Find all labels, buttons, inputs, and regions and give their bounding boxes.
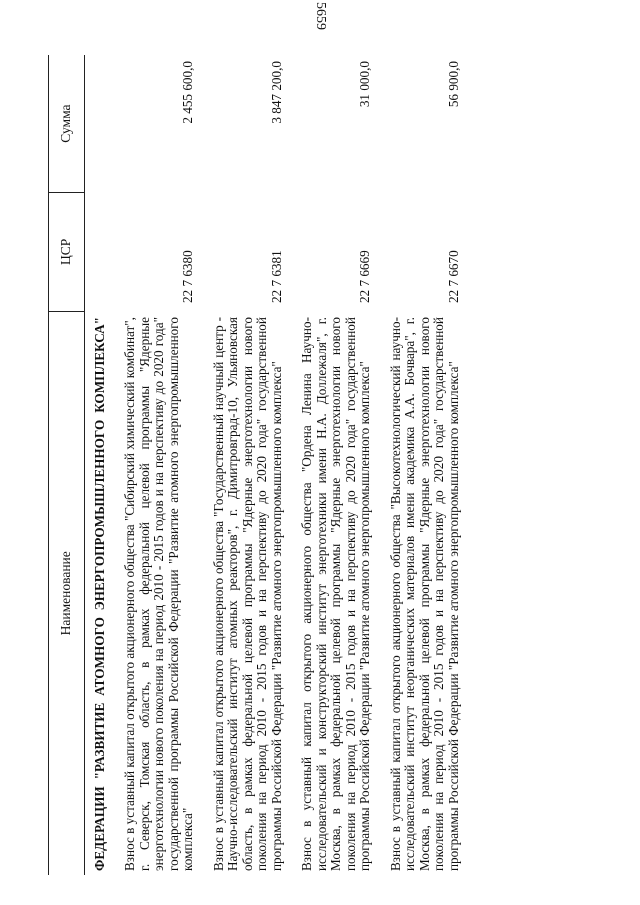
table-row (196, 55, 285, 875)
row-sum: 2 455 600,0 (180, 61, 195, 124)
row-csr: 22 7 6380 (180, 250, 195, 304)
table-row (107, 55, 196, 875)
budget-table (48, 55, 461, 875)
row-name: Взнос в уставный капитал открытого акционерного общества "Ордена Ленина Научно-исследовательский и конструкторский институт энерготехники имени Н.А. Доллежаля", г. Москва, в рамках федеральной целевой программы "Ядерные энерготехнологии нового поколения на период 2010 - 2015 годов и на перспективу до 2020 года" государственной программы Российской Федерации "Развитие атомного энергопромышленного комплекса" (299, 317, 372, 871)
header-sum: Сумма (49, 55, 85, 193)
row-sum: 3 847 200,0 (268, 61, 284, 124)
page-number: 5659 (313, 2, 328, 30)
header-name: Наименование (49, 311, 85, 875)
table-row (373, 55, 462, 875)
row-csr: 22 7 6670 (445, 250, 461, 304)
row-name: Взнос в уставный капитал открытого акционерного общества "Государственный научный центр - Научно-исследовательский институт атомных реакторов", г. Димитровград-10, Ульяновская область, в рамках федеральной целевой программы "Ядерные энерготехнологии нового поколения на период 2010 - 2015 годов и на перспективу до 2020 года" государственной программы Российской Федерации "Развитие атомного энергопромышленного комплекса" (210, 317, 284, 871)
section-title: ФЕДЕРАЦИИ "РАЗВИТИЕ АТОМНОГО ЭНЕРГОПРОМЫШЛЕННОГО КОМПЛЕКСА" (91, 317, 107, 871)
header-csr: ЦСР (49, 193, 85, 311)
row-sum: 56 900,0 (445, 61, 461, 108)
table-row (284, 55, 373, 875)
table-header-row (49, 55, 85, 875)
row-name: Взнос в уставный капитал открытого акционерного общества "Высокотехнологический научно-исследовательский институт неорганических материалов имени академика А.А. Бочвара", г. Москва, в рамках федеральной целевой программы "Ядерные энерготехнологии нового поколения на период 2010 - 2015 годов и на перспективу до 2020 года" государственной программы Российской Федерации "Развитие атомного энергопромышленного комплекса" (387, 317, 461, 871)
row-csr: 22 7 6381 (268, 250, 284, 304)
row-csr: 22 7 6669 (357, 250, 372, 304)
row-name: Взнос в уставный капитал открытого акционерного общества "Сибирский химический комбинат", г. Северск, Томская область, в рамках федеральной целевой программы "Ядерные энерготехнологии нового поколения на период 2010 - 2015 годов и на перспективу до 2020 года" государственной программы Российской Федерации "Развитие атомного энергопромышленного комплекса" (122, 317, 195, 871)
row-sum: 31 000,0 (357, 61, 372, 108)
section-row (84, 55, 107, 875)
